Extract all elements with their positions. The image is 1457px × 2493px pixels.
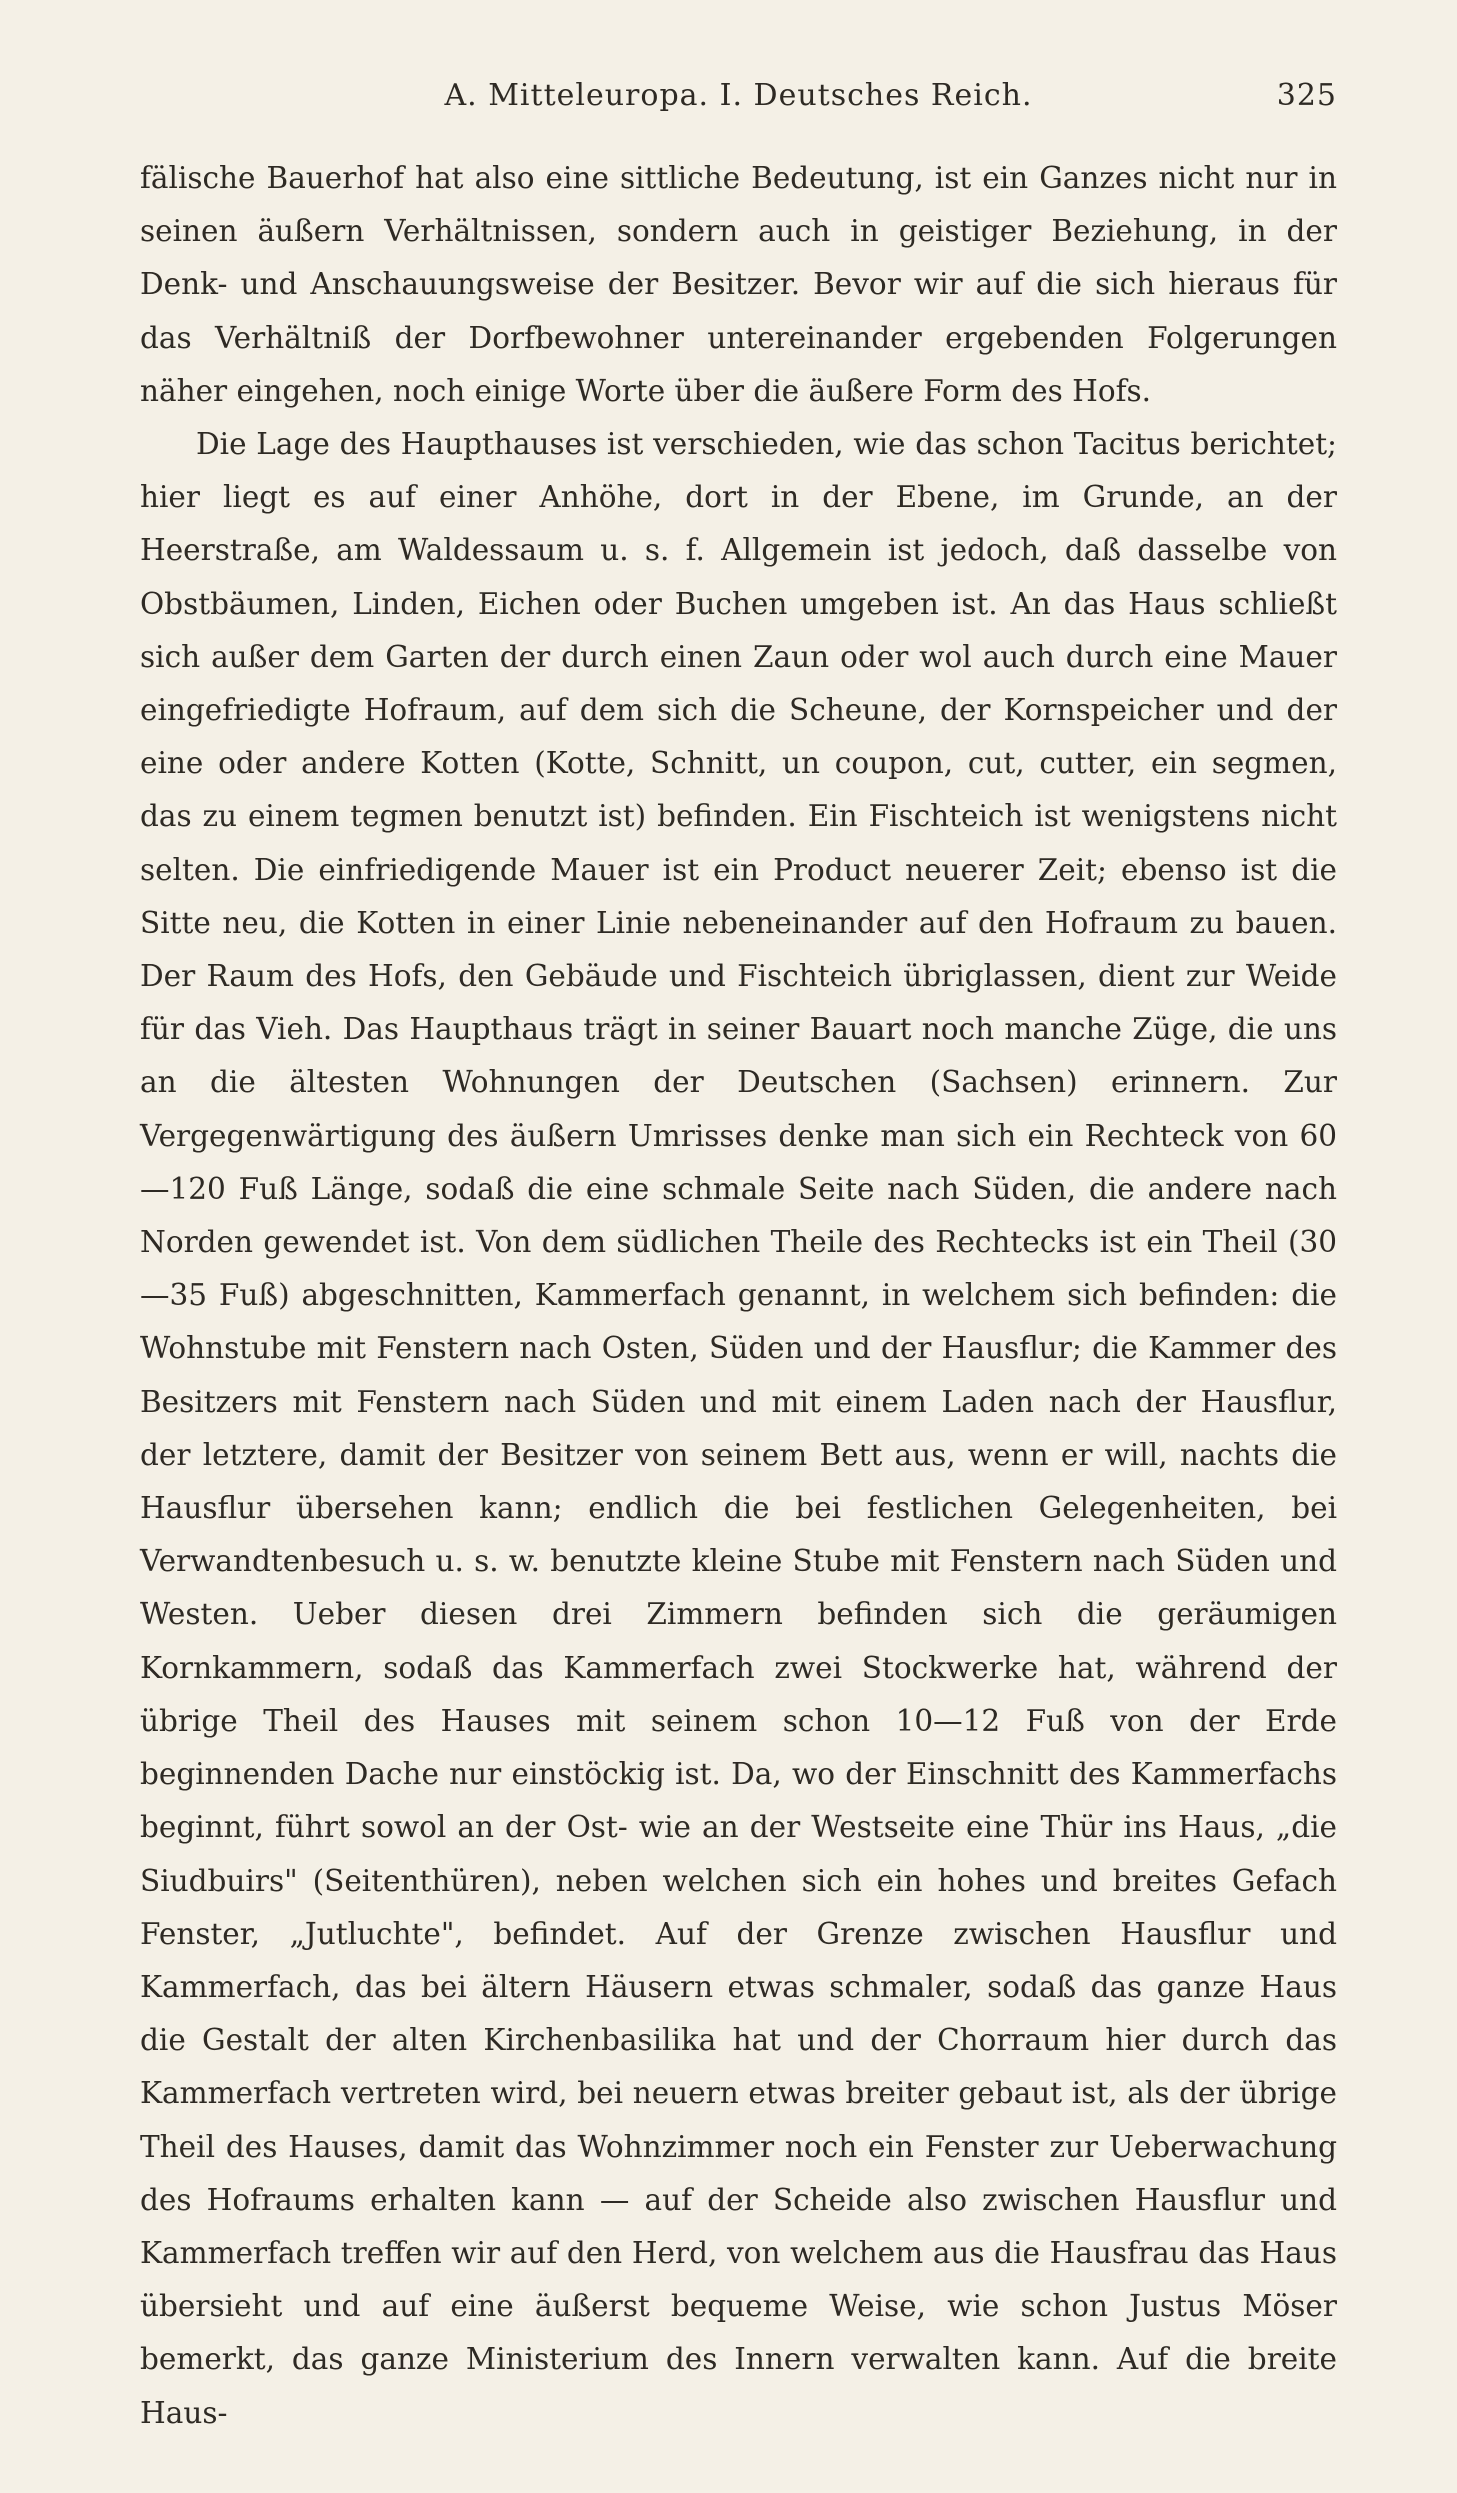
body-text [140,152,1337,2440]
page-number: 325 [1276,78,1337,113]
paragraph: Die Lage des Haupthauses ist verschieden, wie das schon Tacitus berichtet; hier liegt es auf einer Anhöhe, dort in der Ebene, im Grunde, an der Heerstraße, am Waldessaum u. s. f. Allgemein ist jedoch, daß dasselbe von Obstbäumen, Linden, Eichen oder Buchen umgeben ist. An das Haus schließt sich außer dem Garten der durch einen Zaun oder wol auch durch eine Mauer eingefriedigte Hofraum, auf dem sich die Scheune, der Kornspeicher und der eine oder andere Kotten (Kotte, Schnitt, un coupon, cut, cutter, ein segmen, das zu einem tegmen benutzt ist) befinden. Ein Fischteich ist wenigstens nicht selten. Die einfriedigende Mauer ist ein Product neuerer Zeit; ebenso ist die Sitte neu, die Kotten in einer Linie nebeneinander auf den Hofraum zu bauen. Der Raum des Hofs, den Gebäude und Fischteich übriglassen, dient zur Weide für das Vieh. Das Haupthaus trägt in seiner Bauart noch manche Züge, die uns an die ältesten Wohnungen der Deutschen (Sachsen) erinnern. Zur Vergegenwärtigung des äußern Umrisses denke man sich ein Rechteck von 60—120 Fuß Länge, sodaß die eine schmale Seite nach Süden, die andere nach Norden gewendet ist. Von dem südlichen Theile des Rechtecks ist ein Theil (30—35 Fuß) abgeschnitten, Kammerfach genannt, in welchem sich befinden: die Wohnstube mit Fenstern nach Osten, Süden und der Hausflur; die Kammer des Besitzers mit Fenstern nach Süden und mit einem Laden nach der Hausflur, der letztere, damit der Besitzer von seinem Bett aus, wenn er will, nachts die Hausflur übersehen kann; endlich die bei festlichen Gelegenheiten, bei Verwandtenbesuch u. s. w. benutzte kleine Stube mit Fenstern nach Süden und Westen. Ueber diesen drei Zimmern befinden sich die geräumigen Kornkammern, sodaß das Kammerfach zwei Stockwerke hat, während der übrige Theil des Hauses mit seinem schon 10—12 Fuß von der Erde beginnenden Dache nur einstöckig ist. Da, wo der Einschnitt des Kammerfachs beginnt, führt sowol an der Ost- wie an der Westseite eine Thür ins Haus, „die Siudbuirs" (Seitenthüren), neben welchen sich ein hohes und breites Gefach Fenster, „Jutluchte", befindet. Auf der Grenze zwischen Hausflur und Kammerfach, das bei ältern Häusern etwas schmaler, sodaß das ganze Haus die Gestalt der alten Kirchenbasilika hat und der Chorraum hier durch das Kammerfach vertreten wird, bei neuern etwas breiter gebaut ist, als der übrige Theil des Hauses, damit das Wohnzimmer noch ein Fenster zur Ueberwachung des Hofraums erhalten kann — auf der Scheide also zwischen Hausflur und Kammerfach treffen wir auf den Herd, von welchem aus die Hausfrau das Haus übersieht und auf eine äußerst bequeme Weise, wie schon Justus Möser bemerkt, das ganze Ministerium des Innern verwalten kann. Auf die breite Haus- [140,427,1337,2430]
page-header [140,68,1337,132]
running-title: A. Mitteleuropa. I. Deutsches Reich. [444,78,1033,113]
paragraph: fälische Bauerhof hat also eine sittliche Bedeutung, ist ein Ganzes nicht nur in seinen äußern Verhältnissen, sondern auch in geistiger Beziehung, in der Denk- und Anschauungsweise der Besitzer. Bevor wir auf die sich hieraus für das Verhältniß der Dorfbewohner untereinander ergebenden Folgerungen näher eingehen, noch einige Worte über die äußere Form des Hofs. [140,161,1337,408]
